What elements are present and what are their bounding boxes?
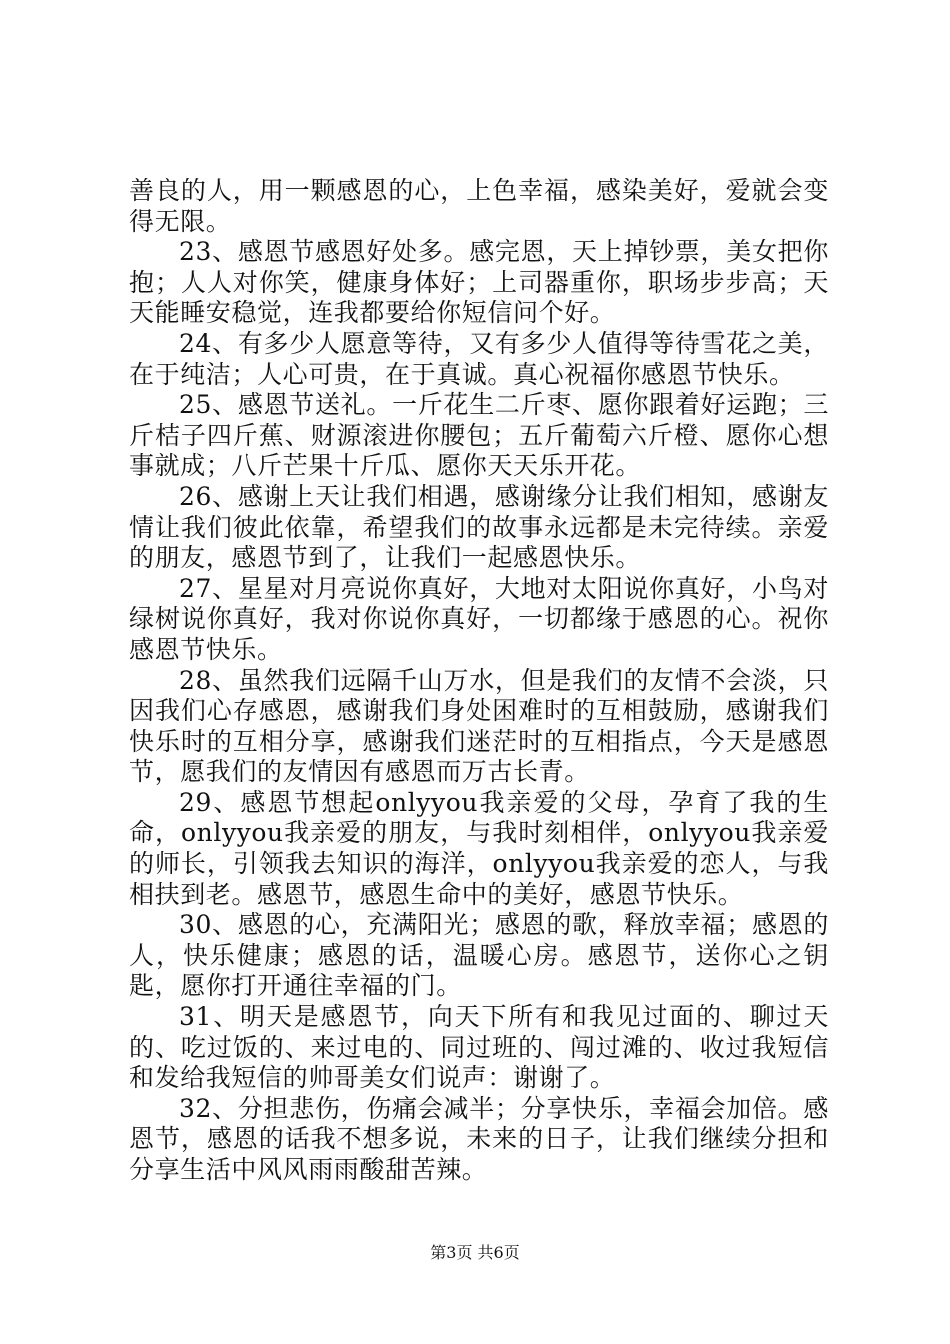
paragraph-23: 23、感恩节感恩好处多。感完恩，天上掉钞票，美女把你抱；人人对你笑，健康身体好；上司器重你，职场步步高；天天能睡安稳觉，连我都要给你短信问个好。	[129, 237, 829, 328]
paragraph-30: 30、感恩的心，充满阳光；感恩的歌，释放幸福；感恩的人，快乐健康；感恩的话，温暖心房。感恩节，送你心之钥匙，愿你打开通往幸福的门。	[129, 910, 829, 1001]
paragraph-27: 27、星星对月亮说你真好，大地对太阳说你真好，小鸟对绿树说你真好，我对你说你真好，一切都缘于感恩的心。祝你感恩节快乐。	[129, 573, 829, 664]
paragraph-26: 26、感谢上天让我们相遇，感谢缘分让我们相知，感谢友情让我们彼此依靠，希望我们的故事永远都是未完待续。亲爱的朋友，感恩节到了，让我们一起感恩快乐。	[129, 481, 829, 573]
paragraph-continuation: 善良的人，用一颗感恩的心，上色幸福，感染美好，爱就会变得无限。	[129, 176, 829, 236]
page-number: 第3页 共6页	[430, 1243, 520, 1262]
paragraph-24: 24、有多少人愿意等待，又有多少人值得等待雪花之美，在于纯洁；人心可贵，在于真诚。真心祝福你感恩节快乐。	[129, 328, 829, 389]
paragraph-28: 28、虽然我们远隔千山万水，但是我们的友情不会淡，只因我们心存感恩，感谢我们身处困难时的互相鼓励，感谢我们快乐时的互相分享，感谢我们迷茫时的互相指点，今天是感恩节，愿我们的友情因有感恩而万古长青。	[129, 665, 829, 787]
page-footer	[0, 1243, 950, 1263]
paragraph-32: 32、分担悲伤，伤痛会减半；分享快乐，幸福会加倍。感恩节，感恩的话我不想多说，未来的日子，让我们继续分担和分享生活中风风雨雨酸甜苦辣。	[129, 1093, 829, 1184]
paragraph-25: 25、感恩节送礼。一斤花生二斤枣、愿你跟着好运跑；三斤桔子四斤蕉、财源滚进你腰包；五斤葡萄六斤橙、愿你心想事就成；八斤芒果十斤瓜、愿你天天乐开花。	[129, 390, 829, 481]
paragraph-29: 29、感恩节想起onlyyou我亲爱的父母，孕育了我的生命，onlyyou我亲爱的朋友，与我时刻相伴，onlyyou我亲爱的师长，引领我去知识的海洋，onlyyou我亲爱的恋人，与我相扶到老。感恩节，感恩生命中的美好，感恩节快乐。	[129, 787, 829, 909]
paragraph-31: 31、明天是感恩节，向天下所有和我见过面的、聊过天的、吃过饭的、来过电的、同过班的、闯过滩的、收过我短信和发给我短信的帅哥美女们说声：谢谢了。	[129, 1002, 829, 1093]
document-body	[129, 176, 829, 1186]
